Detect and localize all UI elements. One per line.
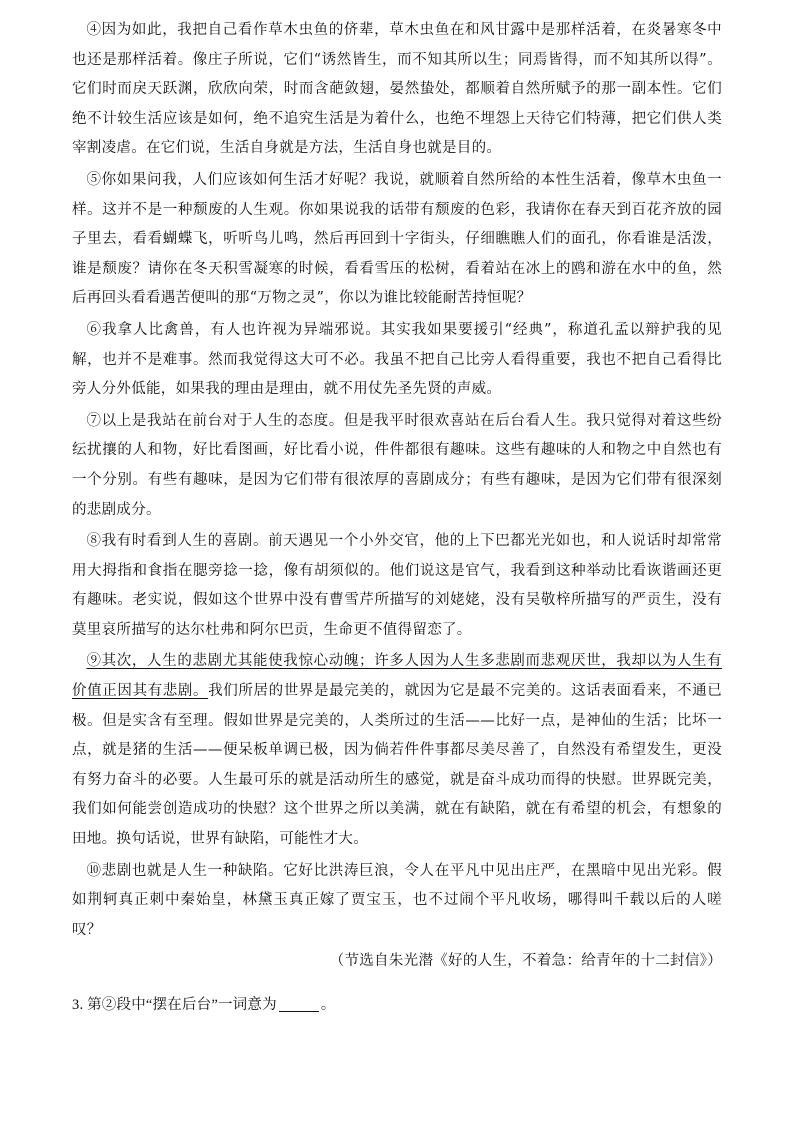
question-3 (72, 991, 722, 1021)
paragraph-10: ⑩悲剧也就是人生一种缺陷。它好比洪涛巨浪，令人在平凡中见出庄严，在黑暗中见出光彩。假如荆轲真正刺中秦始皇，林黛玉真正嫁了贾宝玉，也不过闹个平凡收场，哪得叫千载以后的人嗟叹？ (72, 862, 722, 938)
paragraph-9-underlined-sentence: ⑨其次，人生的悲剧尤其能使我惊心动魄；许多人因为人生多悲剧而悲观厌世，我却以为人生有价值正因其有悲剧。 (72, 653, 722, 700)
paragraph-9 (72, 647, 722, 854)
paragraph-6: ⑥我拿人比禽兽，有人也许视为异端邪说。其实我如果要援引“经典”，称道孔孟以辩护我的见解，也并不是难事。然而我觉得这大可不必。我虽不把自己比旁人看得重要，我也不把自己看得比旁人分外低能，如果我的理由是理由，就不用仗先圣先贤的声威。 (72, 321, 722, 398)
document-page (72, 16, 722, 1021)
question-3-end: 。 (320, 997, 336, 1013)
question-3-text: 3. 第②段中“摆在后台”一词意为 (72, 997, 277, 1013)
source-citation: （节选自朱光潜《好的人生，不着急：给青年的十二封信》） (329, 953, 722, 970)
paragraph-9-rest: 我们所居的世界是最完美的，就因为它是最不完美的。这话表面看来，不通已极。但是实含有至理。假如世界是完美的，人类所过的生活——比好一点，是神仙的生活；比坏一点，就是猪的生活——便呆板单调已极，因为倘若件件事都尽美尽善了，自然没有希望发生，更没有努力奋斗的必要。人生最可乐的就是活动所生的感觉，就是奋斗成功而得的快慰。世界既完美，我们如何能尝创造成功的快慰？这个世界之所以美满，就在有缺陷，就在有希望的机会，有想象的田地。换句话说，世界有缺陷，可能性才大。 (72, 683, 723, 848)
paragraph-7: ⑦以上是我站在前台对于人生的态度。但是我平时很欢喜站在后台看人生。我只觉得对着这些纷纭扰攘的人和物，好比看图画，好比看小说，件件都很有趣味。这些有趣味的人和物之中自然也有一个分别。有些有趣味，是因为它们带有很浓厚的喜剧成分；有些有趣味，是因为它们带有很深刻的悲剧成分。 (72, 412, 722, 518)
paragraph-8: ⑧我有时看到人生的喜剧。前天遇见一个小外交官，他的上下巴都光光如也，和人说话时却常常用大拇指和食指在腮旁捻一捻，像有胡须似的。他们说这是官气，我看到这种举动比看诙谐画还更有趣味。老实说，假如这个世界中没有曹雪芹所描写的刘姥姥，没有吴敬梓所描写的严贡生，没有莫里哀所描写的达尔杜弗和阿尔巴贡，生命更不值得留恋了。 (72, 533, 722, 638)
answer-blank[interactable] (279, 997, 319, 1013)
paragraph-4: ④因为如此，我把自己看作草木虫鱼的侪辈，草木虫鱼在和风甘露中是那样活着，在炎暑寒冬中也还是那样活着。像庄子所说，它们“诱然皆生，而不知其所以生；同焉皆得，而不知其所以得”。它们时而戾天跃渊，欣欣向荣，时而含葩敛翅，晏然蛰处，都顺着自然所赋予的那一副本性。它们绝不计较生活应该是如何，绝不追究生活是为着什么，也绝不埋怨上天待它们特薄，把它们供人类宰割凌虐。在它们说，生活自身就是方法，生活自身也就是目的。 (72, 22, 722, 157)
paragraph-5: ⑤你如果问我，人们应该如何生活才好呢？我说，就顺着自然所给的本性生活着，像草木虫鱼一样。这并不是一种颓废的人生观。你如果说我的话带有颓废的色彩，我请你在春天到百花齐放的园子里去，看看蝴蝶飞，听听鸟儿鸣，然后再回到十字街头，仔细瞧瞧人们的面孔，你看谁是活泼，谁是颓废？请你在冬天积雪凝寒的时候，看看雪压的松树，看着站在冰上的鸥和游在水中的鱼，然后再回头看看遇苦便叫的那“万物之灵”，你以为谁比较能耐苦持恒呢？ (72, 171, 722, 307)
